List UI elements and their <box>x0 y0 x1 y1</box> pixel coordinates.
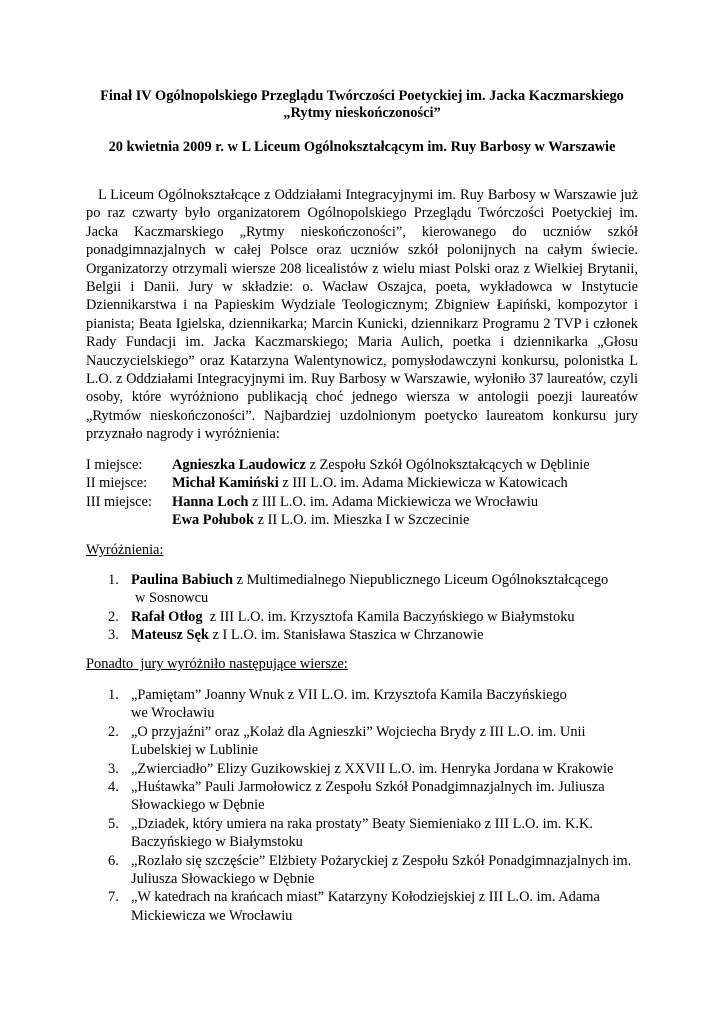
award-row <box>86 493 646 511</box>
honors-list <box>86 571 646 645</box>
list-item <box>86 723 646 760</box>
poem-line: „Pamiętam” Joanny Wnuk z VII L.O. im. Krzysztofa Kamila Baczyńskiego <box>131 687 567 703</box>
honor-school: z I L.O. im. Stanisława Staszica w Chrzanowie <box>208 627 484 644</box>
winner-name: Ewa Połubok <box>172 512 254 529</box>
winner-school: z III L.O. im. Adama Mickiewicza we Wrocławiu <box>248 493 539 510</box>
awards-list <box>86 456 646 530</box>
list-item <box>86 888 646 925</box>
honor-name: Mateusz Sęk <box>131 627 209 644</box>
poems-list <box>86 686 646 925</box>
poem-line-continued: Słowackiego w Dębnie <box>131 797 265 814</box>
poems-heading: Ponadto jury wyróżniło następujące wiersze: <box>86 656 348 672</box>
poem-line: „Zwierciadło” Elizy Guzikowskiej z XXVII L.O. im. Henryka Jordana w Krakowie <box>131 760 614 777</box>
award-row <box>86 474 646 492</box>
poem-line: „Rozlało się szczęście” Elżbiety Pożaryckiej z Zespołu Szkół Ponadgimnazjalnych im. <box>131 852 632 869</box>
poem-line: „Dziadek, który umiera na raka prostaty” Beaty Siemieniako z III L.O. im. K.K. <box>131 815 593 832</box>
award-row <box>86 456 646 474</box>
intro-paragraph: L Liceum Ogólnokształcące z Oddziałami Integracyjnymi im. Ruy Barbosy w Warszawie już po raz czwarty było organizatorem Ogólnopolskiego Przeglądu Twórczości Poetyckiej im. Jacka Kaczmarskiego „Rytmy nieskończoności”, kierowanego do uczniów szkół ponadgimnazjalnych w całej Polsce oraz uczniów szkół polonijnych na całym świecie. Organizatorzy otrzymali wiersze 208 licealistów z wielu miast Polski oraz z Wielkiej Brytanii, Belgii i Danii. Jury w składzie: o. Wacław Oszajca, poeta, wykładowca w Instytucie Dziennikarstwa i na Papieskim Wydziale Teologicznym; Zbigniew Łapiński, kompozytor i pianista; Beata Igielska, dziennikarka; Marcin Kunicki, dziennikarz Programu 2 TVP i członek Rady Fundacji im. Jacka Kaczmarskiego; Maria Aulich, poetka i dziennikarka „Głosu Nauczycielskiego” oraz Katarzyna Walentynowicz, pomysłodawczyni konkursu, polonistka L L.O. z Oddziałami Integracyjnymi im. Ruy Barbosy w Warszawie, wyłoniło 37 laureatów, czyli osoby, które wyróżniono publikacją choć jednego wiersza w antologii poezji laureatów „Rytmów nieskończoności”. Najbardziej uzdolnionym poetycko laureatom konkursu jury przyznało nagrody i wyróżnienia: <box>86 187 638 443</box>
poem-line-continued: Lubelskiej w Lublinie <box>131 742 259 759</box>
poem-line: „W katedrach na krańcach miast” Katarzyny Kołodziejskiej z III L.O. im. Adama <box>131 889 600 906</box>
winner-name: Hanna Loch <box>172 493 249 510</box>
list-number: 6. <box>108 852 119 869</box>
list-number: 4. <box>108 779 119 796</box>
honor-name: Rafał Otłog <box>131 608 203 625</box>
award-winner <box>172 474 568 492</box>
list-number: 1. <box>108 687 119 703</box>
award-place: I miejsce: <box>86 457 143 473</box>
event-date-line: 20 kwietnia 2009 r. w L Liceum Ogólnokształcącym im. Ruy Barbosy w Warszawie <box>108 139 616 155</box>
winner-school: z II L.O. im. Mieszka I w Szczecinie <box>253 512 470 529</box>
list-number: 3. <box>108 760 119 777</box>
list-item <box>86 686 646 723</box>
list-item <box>86 608 646 626</box>
list-item <box>86 571 646 608</box>
award-place: III miejsce: <box>86 493 152 510</box>
list-number: 2. <box>108 608 119 625</box>
poem-line-continued: Mickiewicza we Wrocławiu <box>131 907 293 924</box>
award-winner <box>172 493 538 511</box>
poem-line-continued: Juliusza Słowackiego w Dębnie <box>131 871 315 888</box>
list-number: 7. <box>108 889 119 906</box>
list-number: 1. <box>108 572 119 588</box>
list-item <box>86 626 646 644</box>
list-number: 2. <box>108 723 119 740</box>
honor-school: z Multimedialnego Niepublicznego Liceum Ogólnokształcącego <box>232 572 609 588</box>
poem-line: „Huśtawka” Pauli Jarmołowicz z Zespołu Szkół Ponadgimnazjalnych im. Juliusza <box>131 779 605 796</box>
list-number: 5. <box>108 815 119 832</box>
winner-school: z III L.O. im. Adama Mickiewicza w Katowicach <box>278 475 568 492</box>
winner-school: z Zespołu Szkół Ogólnokształcących w Dęblinie <box>305 457 590 473</box>
document-title-line2: „Rytmy nieskończoności” <box>283 105 441 121</box>
award-place: II miejsce: <box>86 475 148 492</box>
award-winner <box>172 456 590 474</box>
poem-line-continued: we Wrocławiu <box>131 705 215 722</box>
document-title-line1: Finał IV Ogólnopolskiego Przeglądu Twórczości Poetyckiej im. Jacka Kaczmarskiego <box>100 88 624 104</box>
honor-name: Paulina Babiuch <box>131 572 233 588</box>
honors-heading: Wyróżnienia: <box>86 542 164 558</box>
honor-school-continued: w Sosnowcu <box>135 590 209 607</box>
list-item <box>86 760 646 778</box>
list-item <box>86 778 646 815</box>
list-item <box>86 815 646 852</box>
winner-name: Agnieszka Laudowicz <box>172 457 306 473</box>
honor-school: z III L.O. im. Krzysztofa Kamila Baczyńskiego w Białymstoku <box>202 608 575 625</box>
list-number: 3. <box>108 627 119 644</box>
poem-line: „O przyjaźni” oraz „Kolaż dla Agnieszki” Wojciecha Brydy z III L.O. im. Unii <box>131 723 586 740</box>
award-winner <box>172 511 469 529</box>
list-item <box>86 852 646 889</box>
poem-line-continued: Baczyńskiego w Białymstoku <box>131 834 303 851</box>
winner-name: Michał Kamiński <box>172 475 279 492</box>
award-row <box>86 511 646 529</box>
